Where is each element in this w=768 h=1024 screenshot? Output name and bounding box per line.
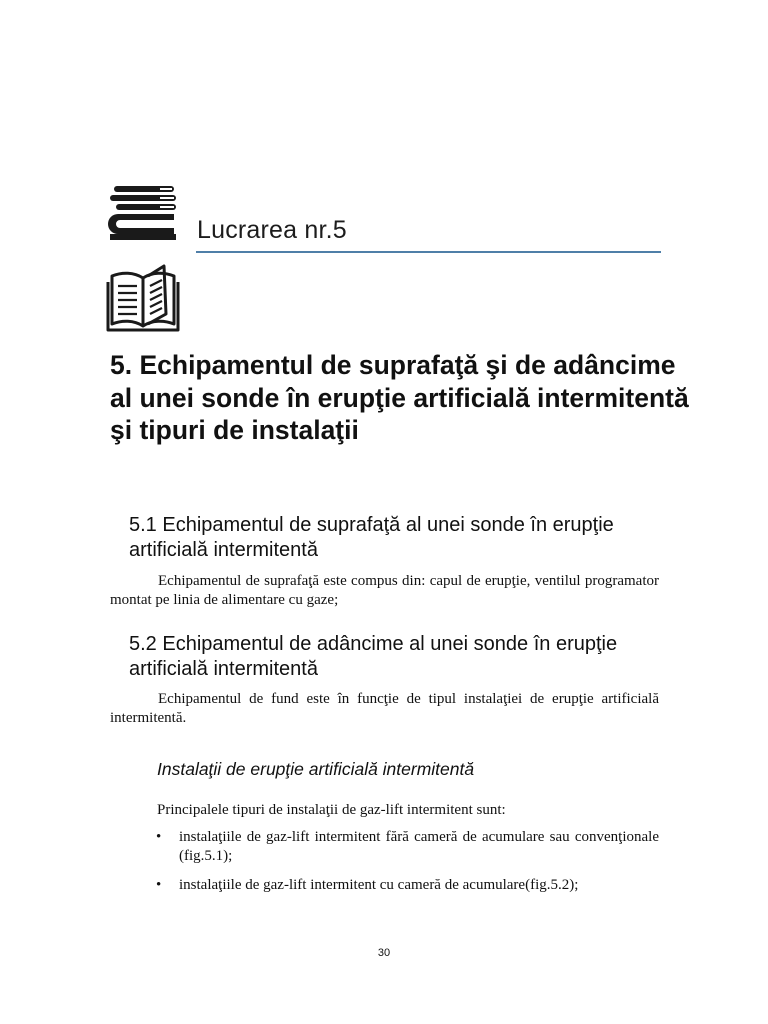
books-stack-icon [108,184,180,246]
section-2-heading: 5.2 Echipamentul de adâncime al unei sonde în erupţie artificială intermitentă [129,633,618,680]
section-2-paragraph: Echipamentul de fund este în funcţie de tipul instalaţiei de erupţie artificială intermitentă. [110,691,659,726]
section-1-heading: 5.1 Echipamentul de suprafaţă al unei sonde în erupţie artificială intermitentă [129,514,614,561]
bullet-icon: • [156,877,162,893]
page-number: 30 [377,947,391,959]
list-item [156,876,659,895]
chapter-title: 5. Echipamentul de suprafaţă şi de adâncime al unei sonde în erupţie artificială intermitentă şi tipuri de instalaţii [110,350,689,445]
list-item-text: instalaţiile de gaz-lift intermitent fără cameră de acumulare sau convenţionale (fig.5.1); [179,829,659,864]
section-1-paragraph: Echipamentul de suprafaţă este compus din: capul de erupţie, ventilul programator montat pe linia de alimentare cu gaze; [110,573,659,608]
bullet-icon: • [156,829,162,845]
installation-types-list [156,828,659,905]
subsection-heading: Instalaţii de erupţie artificială intermitentă [157,759,475,779]
lab-title: Lucrarea nr.5 [197,216,347,244]
open-book-icon [104,264,182,334]
list-item-text: instalaţiile de gaz-lift intermitent cu cameră de acumulare(fig.5.2); [179,877,579,893]
lab-title-rule [196,251,661,253]
subsection-intro: Principalele tipuri de instalaţii de gaz-lift intermitent sunt: [157,802,506,818]
list-item [156,828,659,866]
